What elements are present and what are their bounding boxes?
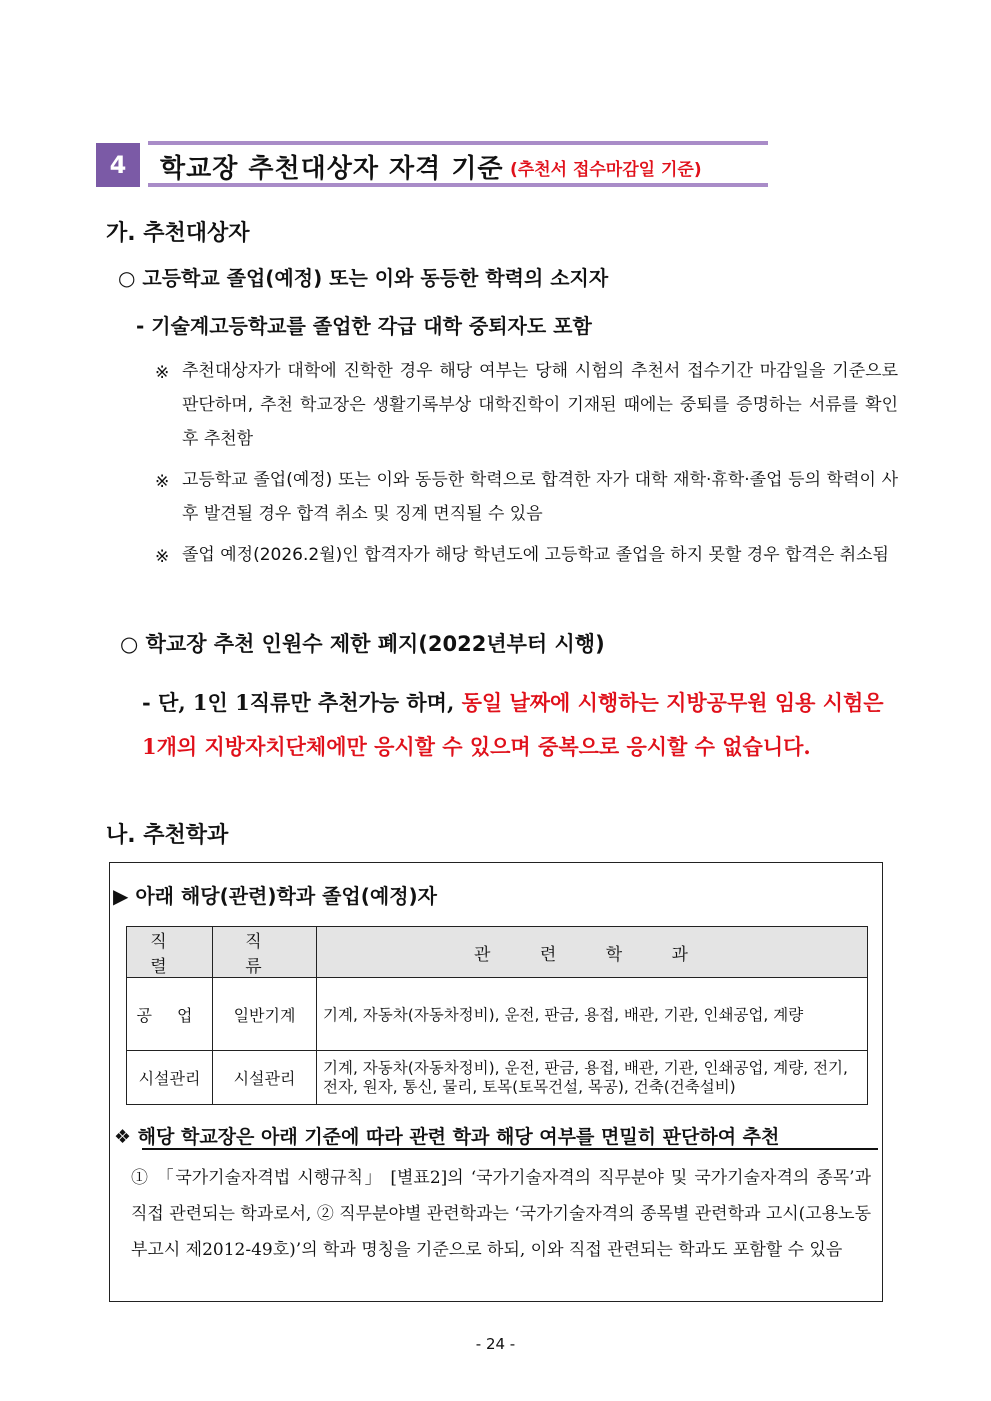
cell-series: 공 업 (127, 978, 213, 1051)
header-departments: 관 련 학 과 (317, 927, 868, 978)
cell-class: 일반기계 (213, 978, 317, 1051)
note-mark-2: ※ (155, 472, 170, 492)
cell-series: 시설관리 (127, 1051, 213, 1105)
note-3: 졸업 예정(2026.2월)인 합격자가 해당 학년도에 고등학교 졸업을 하지 못할 경우 합격은 취소됨 (182, 545, 889, 565)
note-1: 추천대상자가 대학에 진학한 경우 해당 여부는 당해 시험의 추천서 접수기간 마감일을 기준으로 판단하며, 추천 학교장은 생활기록부상 대학진학이 기재된 때에는 중퇴를 증명하는 서류를 확인 후 추천함 (182, 361, 898, 449)
note-mark-1: ※ (155, 363, 170, 383)
bullet-eligibility: ○ 고등학교 졸업(예정) 또는 이와 동등한 학력의 소지자 (118, 266, 609, 290)
cell-departments: 기계, 자동차(자동차정비), 운전, 판금, 용접, 배관, 기관, 인쇄공업, 계량 (317, 978, 868, 1051)
table-row (127, 1051, 868, 1105)
bullet-quota-abolished: ○ 학교장 추천 인원수 제한 폐지(2022년부터 시행) (120, 632, 605, 656)
warning-red-text: 동일 날짜에 시행하는 지방공무원 임용 시험은 1개의 지방자치단체에만 응시할 수 있으며 중복으로 응시할 수 없습니다. (142, 690, 884, 759)
dash-dropout-included: - 기술계고등학교를 졸업한 각급 대학 중퇴자도 포함 (136, 314, 592, 338)
note-2: 고등학교 졸업(예정) 또는 이와 동등한 학력으로 합격한 자가 대학 재학·휴학·졸업 등의 학력이 사후 발견될 경우 합격 취소 및 징계 면직될 수 있음 (182, 470, 898, 524)
box-heading: ▶ 아래 해당(관련)학과 졸업(예정)자 (113, 884, 437, 908)
section-title: 학교장 추천대상자 자격 기준 (160, 154, 504, 184)
table-header-row (127, 927, 868, 978)
department-table (126, 926, 868, 1105)
section-subtitle: (추천서 접수마감일 기준) (510, 160, 702, 180)
warning-prefix: - 단, 1인 1직류만 추천가능 하며, (142, 690, 462, 715)
section-number: 4 (96, 143, 140, 187)
part-a-heading: 가. 추천대상자 (106, 221, 250, 246)
cell-class: 시설관리 (213, 1051, 317, 1105)
cell-departments: 기계, 자동차(자동차정비), 운전, 판금, 용접, 배관, 기관, 인쇄공업, 계량, 전기, 전자, 원자, 통신, 물리, 토목(토목건설, 목공), 건축(건축설비) (317, 1051, 868, 1105)
page-number: - 24 - (475, 1335, 516, 1353)
criteria-body: ① 「국가기술자격법 시행규칙」 [별표2]의 ‘국가기술자격의 직무분야 및 국가기술자격의 종목’과 직접 관련되는 학과로서, ② 직무분야별 관련학과는 ‘국가기술자격의 종목별 관련학과 고시(고용노동부고시 제2012-49호)’의 학과 명칭을 기준으로 하되, 이와 직접 관련되는 학과도 포함할 수 있음 (131, 1168, 871, 1260)
note-mark-3: ※ (155, 547, 170, 567)
table-row (127, 978, 868, 1051)
part-b-heading: 나. 추천학과 (106, 823, 229, 848)
duplicate-application-warning (142, 681, 902, 769)
criteria-underline (142, 1148, 878, 1150)
header-series: 직 렬 (127, 927, 213, 978)
header-class: 직 류 (213, 927, 317, 978)
section-rule-top (148, 141, 768, 145)
criteria-title: ❖ 해당 학교장은 아래 기준에 따라 관련 학과 해당 여부를 면밀히 판단하여 추천 (114, 1126, 780, 1148)
